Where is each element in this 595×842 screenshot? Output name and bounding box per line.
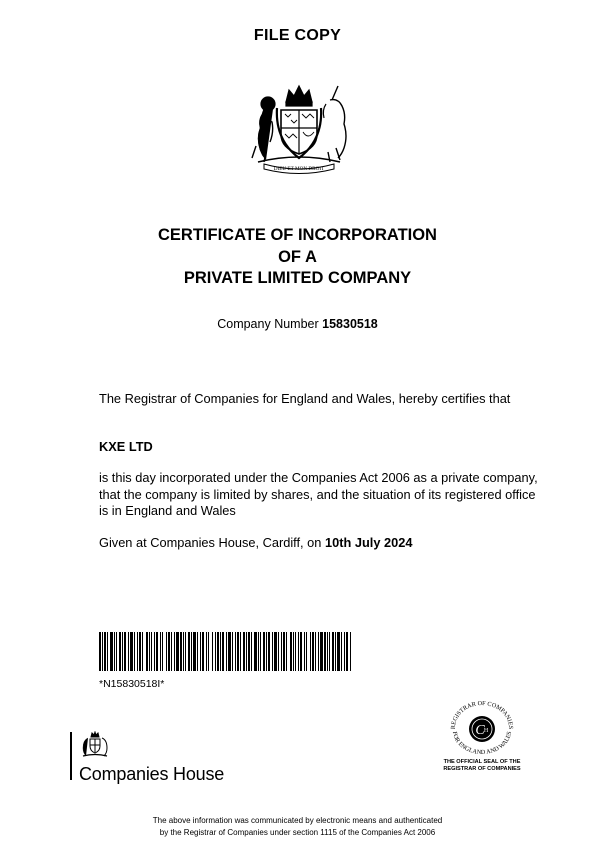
barcode-image	[99, 632, 351, 671]
barcode-bar	[193, 632, 196, 671]
barcode-bar	[228, 632, 231, 671]
barcode-bar	[166, 632, 167, 671]
barcode-bar	[139, 632, 141, 671]
barcode-bar	[315, 632, 316, 671]
barcode-bar	[350, 632, 351, 671]
barcode-bar	[346, 632, 348, 671]
barcode-bar	[160, 632, 161, 671]
seal-caption-line-1: THE OFFICIAL SEAL OF THE	[443, 759, 521, 765]
barcode-bar	[114, 632, 115, 671]
barcode-bar	[137, 632, 138, 671]
file-copy-heading: FILE COPY	[253, 27, 342, 44]
barcode-bar	[246, 632, 247, 671]
company-number-value: 15830518	[322, 317, 378, 331]
barcode-bar	[202, 632, 204, 671]
logo-divider	[70, 732, 72, 780]
svg-text:C: C	[475, 723, 485, 738]
barcode-bar	[99, 632, 101, 671]
barcode-bar	[327, 632, 328, 671]
barcode-bar	[215, 632, 216, 671]
barcode-bar	[268, 632, 270, 671]
given-at-prefix: Given at Companies House, Cardiff, on	[99, 535, 322, 550]
barcode-bar	[222, 632, 224, 671]
incorporation-statement: is this day incorporated under the Companies Act 2006 as a private company, that the company is limited by shares, and the situation of its registered office is in England and Wales	[99, 470, 538, 518]
barcode-bar	[171, 632, 172, 671]
barcode-bar	[260, 632, 261, 671]
barcode-bar	[110, 632, 113, 671]
barcode-bar	[254, 632, 257, 671]
barcode-bar	[220, 632, 221, 671]
title-line-3: PRIVATE LIMITED COMPANY	[183, 269, 412, 287]
authentication-footer	[0, 815, 595, 838]
barcode-bar	[258, 632, 259, 671]
barcode-bar	[124, 632, 126, 671]
company-name: KXE LTD	[99, 439, 153, 454]
given-at-line	[99, 535, 539, 552]
certify-intro: The Registrar of Companies for England and Wales, hereby certifies that	[99, 391, 511, 406]
seal-caption	[430, 759, 534, 773]
barcode-bar	[162, 632, 163, 671]
registrar-seal-icon	[443, 701, 521, 755]
barcode-bar	[298, 632, 299, 671]
barcode-bar	[286, 632, 287, 671]
companies-house-logo	[70, 730, 240, 782]
barcode-bar	[130, 632, 133, 671]
barcode-bar	[206, 632, 207, 671]
barcode-bar	[312, 632, 314, 671]
barcode-bar	[151, 632, 152, 671]
barcode-bar	[191, 632, 192, 671]
barcode-bar	[329, 632, 330, 671]
barcode-bar	[119, 632, 121, 671]
barcode-bar	[320, 632, 323, 671]
barcode-text: *N15830518I*	[99, 678, 165, 690]
barcode-bar	[318, 632, 319, 671]
barcode-bar	[240, 632, 241, 671]
barcode-bar	[212, 632, 213, 671]
svg-text:H: H	[483, 728, 489, 734]
barcode-bar	[232, 632, 233, 671]
barcode-bar	[310, 632, 311, 671]
barcode-bar	[122, 632, 123, 671]
barcode-bar	[197, 632, 198, 671]
barcode-bar	[183, 632, 184, 671]
company-number	[0, 317, 595, 331]
barcode-bar	[332, 632, 334, 671]
barcode-bar	[208, 632, 209, 671]
barcode-bar	[300, 632, 302, 671]
crest-motto: DIEU ET MON DROIT	[273, 166, 325, 172]
barcode-bar	[146, 632, 148, 671]
barcode-bar	[149, 632, 150, 671]
barcode-bar	[248, 632, 250, 671]
barcode-bar	[102, 632, 103, 671]
barcode-bar	[174, 632, 175, 671]
companies-house-wordmark: Companies House	[79, 764, 225, 784]
barcode-bar	[107, 632, 108, 671]
royal-coat-of-arms-icon	[246, 82, 352, 174]
footer-line-1: The above information was communicated by electronic means and authenticated	[152, 816, 443, 825]
barcode-bar	[278, 632, 279, 671]
company-number-label: Company Number	[217, 317, 319, 331]
barcode-bar	[185, 632, 186, 671]
barcode-bar	[281, 632, 282, 671]
barcode-bar	[142, 632, 143, 671]
barcode-bar	[251, 632, 252, 671]
barcode-bar	[134, 632, 135, 671]
barcode-bar	[243, 632, 245, 671]
barcode-bar	[337, 632, 340, 671]
barcode-bar	[295, 632, 296, 671]
seal-ring-bottom: FOR ENGLAND AND WALES	[450, 731, 514, 755]
barcode-bar	[116, 632, 117, 671]
barcode-bar	[290, 632, 292, 671]
barcode-bar	[235, 632, 236, 671]
seal-ring-top: REGISTRAR OF COMPANIES	[449, 701, 515, 730]
barcode-bar	[272, 632, 273, 671]
barcode-bar	[217, 632, 219, 671]
barcode-bar	[237, 632, 239, 671]
barcode-bar	[335, 632, 336, 671]
barcode-bar	[293, 632, 294, 671]
barcode-bar	[188, 632, 190, 671]
barcode-bar	[306, 632, 307, 671]
barcode-bar	[128, 632, 129, 671]
barcode-bar	[154, 632, 155, 671]
barcode-bar	[263, 632, 265, 671]
barcode-bar	[274, 632, 277, 671]
barcode-bar	[283, 632, 285, 671]
barcode-bar	[324, 632, 326, 671]
barcode-bar	[344, 632, 345, 671]
barcode-bar	[200, 632, 201, 671]
barcode-bar	[266, 632, 267, 671]
barcode-bar	[226, 632, 227, 671]
barcode-bar	[156, 632, 158, 671]
barcode-bar	[176, 632, 179, 671]
mini-crest-icon	[80, 731, 110, 759]
title-line-2: OF A	[278, 247, 317, 266]
barcode-bar	[104, 632, 106, 671]
barcode-bar	[180, 632, 182, 671]
seal-caption-line-2: REGISTRAR OF COMPANIES	[443, 766, 521, 772]
title-line-1: CERTIFICATE OF INCORPORATION	[158, 226, 437, 244]
incorporation-date: 10th July 2024	[324, 535, 413, 550]
certificate-title	[0, 225, 595, 290]
barcode-bar	[341, 632, 342, 671]
barcode-bar	[168, 632, 170, 671]
barcode-bar	[304, 632, 305, 671]
footer-line-2: by the Registrar of Companies under section 1115 of the Companies Act 2006	[159, 827, 436, 837]
